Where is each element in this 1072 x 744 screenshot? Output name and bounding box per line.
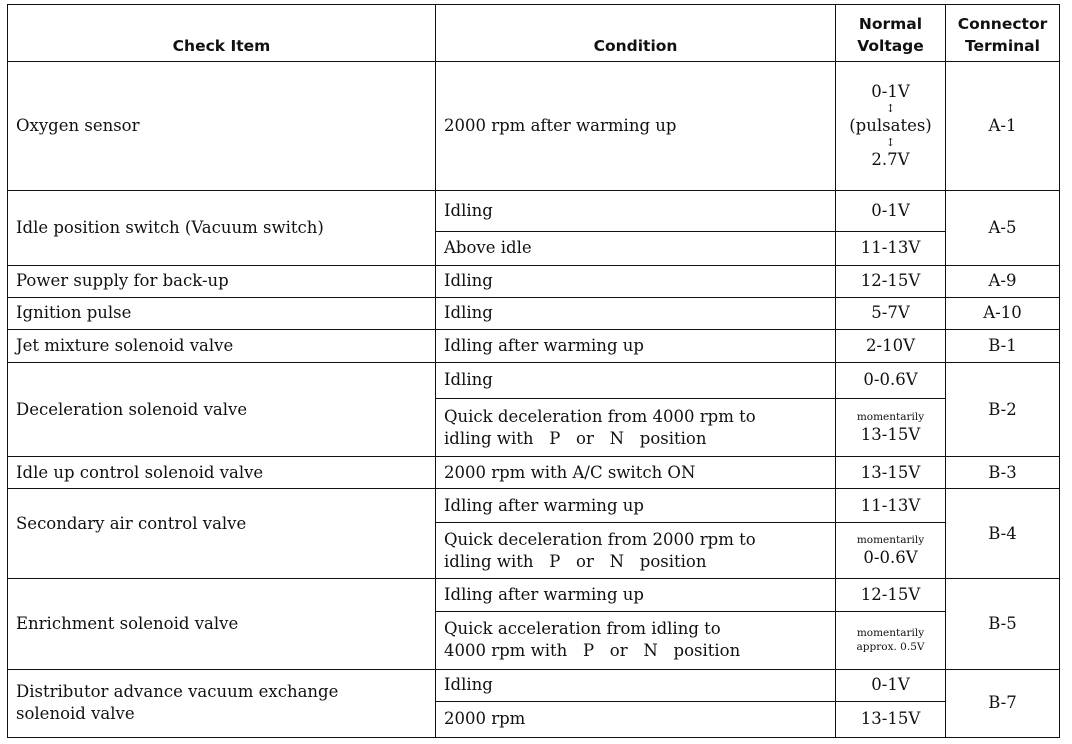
table-row: [8, 265, 1060, 297]
condition: 2000 rpm: [436, 701, 836, 737]
connector-terminal: B-4: [946, 489, 1060, 579]
header-normal-voltage: Normal Voltage: [836, 5, 946, 62]
condition: Idling: [436, 669, 836, 701]
check-item: Ignition pulse: [8, 297, 436, 329]
connector-terminal: A-10: [946, 297, 1060, 329]
condition: Idling: [436, 297, 836, 329]
normal-voltage: 12-15V: [836, 579, 946, 611]
check-item: Distributor advance vacuum exchange solenoid valve: [8, 669, 436, 737]
normal-voltage: momentarily 13-15V: [836, 399, 946, 457]
check-item: Idle up control solenoid valve: [8, 457, 436, 489]
connector-terminal: A-1: [946, 62, 1060, 191]
connector-terminal: B-2: [946, 362, 1060, 456]
table-row: [8, 489, 1060, 523]
header-condition: Condition: [436, 5, 836, 62]
normal-voltage: 0-0.6V: [836, 362, 946, 398]
table-row: [8, 579, 1060, 611]
table-row: [8, 329, 1060, 362]
check-item: Deceleration solenoid valve: [8, 362, 436, 456]
table-row: [8, 669, 1060, 701]
check-item: Idle position switch (Vacuum switch): [8, 191, 436, 265]
connector-terminal: A-9: [946, 265, 1060, 297]
condition: Quick deceleration from 2000 rpm to idling with P or N position: [436, 523, 836, 579]
normal-voltage: 0-1V ↕ (pulsates) ↕ 2.7V: [836, 62, 946, 191]
check-item: Jet mixture solenoid valve: [8, 329, 436, 362]
normal-voltage: 2-10V: [836, 329, 946, 362]
connector-terminal: B-1: [946, 329, 1060, 362]
normal-voltage: momentarily 0-0.6V: [836, 523, 946, 579]
connector-terminal: B-3: [946, 457, 1060, 489]
normal-voltage: 0-1V: [836, 191, 946, 231]
condition: Idling after warming up: [436, 579, 836, 611]
condition: 2000 rpm after warming up: [436, 62, 836, 191]
condition: 2000 rpm with A/C switch ON: [436, 457, 836, 489]
condition: Idling: [436, 191, 836, 231]
condition: Idling: [436, 362, 836, 398]
normal-voltage: 11-13V: [836, 489, 946, 523]
connector-terminal: B-5: [946, 579, 1060, 669]
connector-terminal: A-5: [946, 191, 1060, 265]
check-table: [7, 4, 1060, 738]
normal-voltage: 12-15V: [836, 265, 946, 297]
condition: Quick acceleration from idling to 4000 rpm with P or N position: [436, 611, 836, 669]
normal-voltage: 11-13V: [836, 231, 946, 265]
check-item: Oxygen sensor: [8, 62, 436, 191]
table-row: [8, 62, 1060, 191]
header-check-item: Check Item: [8, 5, 436, 62]
normal-voltage: momentarily approx. 0.5V: [836, 611, 946, 669]
normal-voltage: 13-15V: [836, 701, 946, 737]
normal-voltage: 5-7V: [836, 297, 946, 329]
condition: Idling after warming up: [436, 329, 836, 362]
condition: Idling: [436, 265, 836, 297]
header-row: [8, 5, 1060, 62]
table-row: [8, 457, 1060, 489]
normal-voltage: 13-15V: [836, 457, 946, 489]
check-item: Power supply for back-up: [8, 265, 436, 297]
condition: Above idle: [436, 231, 836, 265]
normal-voltage: 0-1V: [836, 669, 946, 701]
condition: Quick deceleration from 4000 rpm to idling with P or N position: [436, 399, 836, 457]
connector-terminal: B-7: [946, 669, 1060, 737]
check-item: Enrichment solenoid valve: [8, 579, 436, 669]
table-row: [8, 297, 1060, 329]
table-row: [8, 191, 1060, 231]
check-item: Secondary air control valve: [8, 489, 436, 579]
condition: Idling after warming up: [436, 489, 836, 523]
table-row: [8, 362, 1060, 398]
header-connector-terminal: Connector Terminal: [946, 5, 1060, 62]
